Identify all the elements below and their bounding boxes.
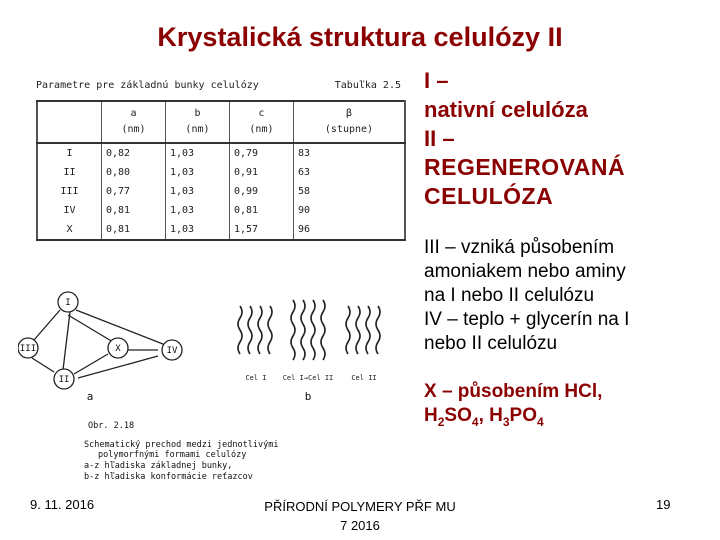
chain-label-cel1: Cel I: [245, 374, 267, 382]
node-x-label: X: [115, 344, 121, 354]
table-caption: Parametre pre základnú bunky celulózy: [36, 80, 259, 91]
table-corner: [37, 101, 102, 143]
row-label: IV: [37, 201, 102, 220]
cell-c: 0,79: [229, 143, 293, 163]
edge-i-iii: [34, 310, 60, 340]
table-row: [37, 220, 405, 240]
cell-beta: 83: [293, 143, 405, 163]
line-iv-1: IV – teplo + glycerín na I: [424, 309, 630, 330]
cell-c: 0,99: [229, 182, 293, 201]
cell-beta: 58: [293, 182, 405, 201]
col-beta: β (stupne): [293, 101, 405, 143]
edge-iii-ii: [32, 358, 54, 372]
row-label: III: [37, 182, 102, 201]
cell-b: 1,03: [165, 163, 229, 182]
line-cellulose: CELULÓZA: [424, 183, 554, 209]
cell-a: 0,77: [102, 182, 166, 201]
chain-cel1-b: [248, 306, 252, 354]
cell-c: 1,57: [229, 220, 293, 240]
edge-ii-iv: [78, 356, 158, 378]
chain-mid-d: [321, 300, 325, 360]
figure-caption-2: polymorfnými formami celulózy: [98, 450, 247, 460]
table-row: [37, 143, 405, 163]
row-label: X: [37, 220, 102, 240]
chain-sketches: [238, 300, 380, 360]
table-number: Tabuľka 2.5: [334, 80, 401, 91]
chain-mid-b: [301, 300, 305, 360]
footer-date: 9. 11. 2016: [30, 497, 95, 512]
slide-title: Krystalická struktura celulózy II: [157, 22, 563, 52]
edge-i-ii: [63, 312, 70, 370]
polymorph-transition-diagram: [18, 282, 398, 487]
cell-a: 0,81: [102, 220, 166, 240]
chain-cel2-c: [366, 306, 370, 354]
label-b: b: [304, 390, 312, 403]
chain-label-cel2: Cel II: [351, 374, 377, 382]
polymorph-x-block: [424, 380, 602, 434]
cell-b: 1,03: [165, 143, 229, 163]
cell-beta: 63: [293, 163, 405, 182]
table-row: [37, 201, 405, 220]
line-iv-2: nebo II celulózu: [424, 333, 558, 354]
figure-caption-1: Schematický prechod medzi jednotlivými: [84, 440, 279, 450]
table-row: [37, 182, 405, 201]
chain-mid-a: [291, 300, 295, 360]
cell-b: 1,03: [165, 201, 229, 220]
line-iii-2: amoniakem nebo aminy: [424, 261, 626, 282]
polymorph-iii-iv-block: [424, 236, 629, 356]
node-iii-label: III: [19, 344, 37, 354]
footer-course-line1: PŘÍRODNÍ POLYMERY PŘF MU: [264, 499, 456, 514]
table-row: [37, 163, 405, 182]
row-label: II: [37, 163, 102, 182]
cell-a: 0,80: [102, 163, 166, 182]
cell-b: 1,03: [165, 220, 229, 240]
chain-cel2-b: [356, 306, 360, 354]
footer-page-number: 19: [656, 497, 671, 512]
chain-cel1-d: [268, 306, 272, 354]
col-b: b (nm): [165, 101, 229, 143]
cell-parameter-table: [36, 100, 406, 241]
node-ii-label: II: [58, 375, 70, 385]
cell-beta: 90: [293, 201, 405, 220]
line-x-acids: $H_2SO_4$, $H_3PO_4$: [424, 405, 544, 429]
edge-i-x: [68, 315, 113, 342]
footer-course-line2: 7 2016: [340, 518, 380, 533]
figure-number: Obr. 2.18: [88, 421, 135, 431]
chain-cel1-a: [238, 306, 242, 354]
chain-label-transition: Cel I→Cel II: [282, 374, 334, 382]
line-regenerated: REGENEROVANÁ: [424, 154, 626, 180]
row-label: I: [37, 143, 102, 163]
scanned-parameter-table: [20, 72, 415, 270]
line-x-1: X – působením HCl,: [424, 381, 603, 402]
line-ii: II –: [424, 126, 455, 151]
footer-course: [240, 497, 480, 535]
node-i-label: I: [65, 298, 71, 308]
cell-b: 1,03: [165, 182, 229, 201]
table-header-row: [37, 101, 405, 143]
line-iii-1: III – vzniká působením: [424, 237, 615, 258]
col-c: c (nm): [229, 101, 293, 143]
figure-caption-3: a-z hľadiska základnej bunky,: [84, 461, 233, 471]
chain-cel2-a: [346, 306, 350, 354]
label-a: a: [86, 390, 94, 403]
cell-a: 0,82: [102, 143, 166, 163]
line-i: I –: [424, 68, 449, 93]
line-native: nativní celulóza: [424, 97, 588, 122]
cell-beta: 96: [293, 220, 405, 240]
chain-mid-c: [311, 300, 315, 360]
chain-cel2-d: [376, 306, 380, 354]
chain-cel1-c: [258, 306, 262, 354]
cell-c: 0,91: [229, 163, 293, 182]
line-iii-3: na I nebo II celulózu: [424, 285, 595, 306]
col-a: a (nm): [102, 101, 166, 143]
node-iv-label: IV: [166, 346, 178, 356]
polymorph-i-ii-block: [424, 66, 625, 211]
cell-c: 0,81: [229, 201, 293, 220]
figure-caption-4: b-z hľadiska konformácie reťazcov: [84, 472, 253, 482]
cell-a: 0,81: [102, 201, 166, 220]
